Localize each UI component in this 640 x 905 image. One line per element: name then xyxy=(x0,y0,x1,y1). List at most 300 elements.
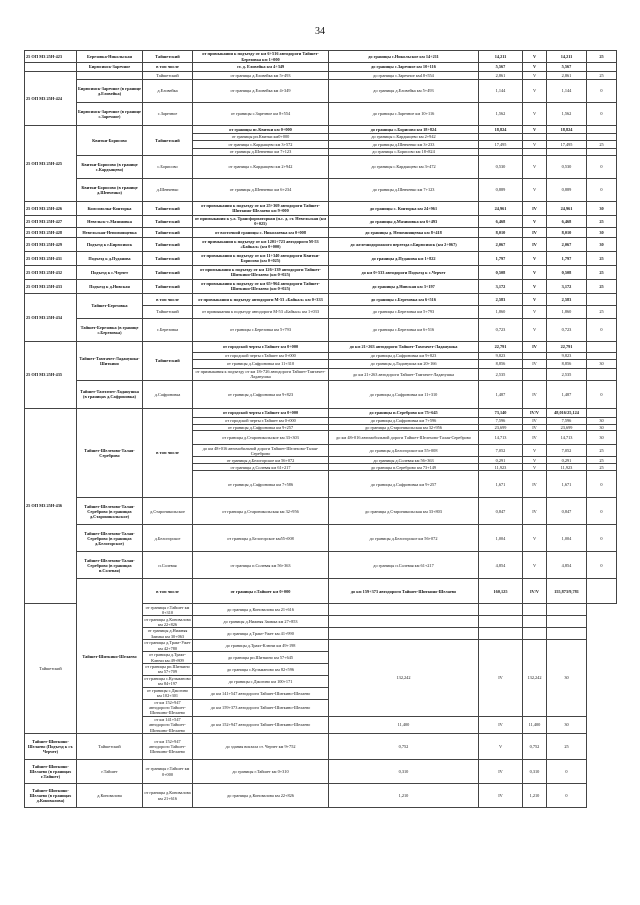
cell-from: от границы пс.Квитки км 0+000 xyxy=(193,126,329,134)
table-row xyxy=(25,734,617,760)
cell-speed: 0 xyxy=(587,525,617,552)
cell-len2: 0,291 xyxy=(547,457,587,464)
cell-len2: 0,752 xyxy=(523,734,547,760)
cell-name: Квитки-Борисово xyxy=(77,126,143,156)
cell-to: до км 21+263 автодороги Тайшет-Тамтачет-Ладанушка xyxy=(329,341,479,352)
cell-len2: 1,144 xyxy=(547,80,587,103)
cell-to: до границы д.Еловейка км 5+493 xyxy=(329,80,479,103)
cell-to: до границы с.Заречное км18+554 xyxy=(329,72,479,80)
cell-speed: 25 xyxy=(547,734,587,760)
cell-speed: 0 xyxy=(587,498,617,525)
cell-cat: IV xyxy=(523,341,547,352)
cell-speed xyxy=(587,579,617,604)
cell-from: от границы с.Березовка км 5+793 xyxy=(193,318,329,341)
cell-len2: 0,310 xyxy=(523,760,547,784)
cell-len2: 0,847 xyxy=(547,498,587,525)
cell-len: 160,125 xyxy=(479,579,523,604)
cell-len: 2,861 xyxy=(479,72,523,80)
cell-len2: 1,487 xyxy=(547,380,587,408)
cell-speed xyxy=(587,134,617,141)
cell-speed: 0 xyxy=(547,760,587,784)
cell-to: до км 0+533 автодороги Подъезд к с.Черчет xyxy=(329,265,479,279)
cell-to: до границы с. Конторка км 24+961 xyxy=(329,201,479,215)
cell-speed: 0 xyxy=(587,155,617,178)
cell-cat: IV/V xyxy=(523,408,547,417)
cell-place: Тайшетский xyxy=(143,201,193,215)
cell-from: от км 152+947 автодороги Тайшет-Шиткино-Шелаево xyxy=(143,734,193,760)
cell-len2 xyxy=(523,604,547,616)
cell-name: Бирюсинск-Заречное (в границе с.Заречное) xyxy=(77,103,143,126)
cell-place: Тайшетский xyxy=(143,72,193,80)
cell-code: 25 ОП МЗ 25Н-433 xyxy=(25,279,77,293)
cell-to: до железнодорожного переезда г.Бирюсинск (км 2+067) xyxy=(329,237,479,251)
cell-name: Квитки-Борисово (в границе д.Шевченко) xyxy=(77,178,143,201)
table-row xyxy=(25,237,617,251)
cell-cat: V xyxy=(523,279,547,293)
cell-from: от примыкания к подъезду от км 18+726 автодороги Тайшет-Тамтачет-Ладанушка xyxy=(193,368,329,380)
cell-len: 9,823 xyxy=(479,352,523,359)
cell-to: до границы д.Солевая км 56+363 xyxy=(329,457,479,464)
cell-speed: 25 xyxy=(587,251,617,265)
cell-name: Подъезд к г.Бирюсинск xyxy=(77,237,143,251)
cell-len2: 0,889 xyxy=(547,178,587,201)
cell-len: 5,567 xyxy=(479,63,523,72)
cell-len2: 0,508 xyxy=(547,265,587,279)
cell-len: 0,752 xyxy=(329,734,479,760)
table-body xyxy=(25,51,617,808)
table-row xyxy=(25,201,617,215)
cell-len2: 14,713 xyxy=(547,431,587,445)
cell-name: Березовка-Никольская xyxy=(77,51,143,63)
cell-len2: 11,923 xyxy=(547,464,587,471)
cell-len2: 48,016/25,124 xyxy=(547,408,587,417)
cell-to: до здания вокзала ст. Черчет км 9+752 xyxy=(193,734,329,760)
cell-cat xyxy=(479,604,523,616)
cell-name: Невельская-Непомнящевка xyxy=(77,227,143,237)
cell-place: Тайшетский xyxy=(143,279,193,293)
cell-cat: V xyxy=(523,51,547,63)
cell-to: до границы д.Ладанушка км 20+166 xyxy=(329,359,479,368)
cell-cat: IV xyxy=(523,424,547,431)
cell-len2: 24,961 xyxy=(547,201,587,215)
cell-cat: IV xyxy=(523,359,547,368)
cell-len: 1,671 xyxy=(479,471,523,498)
cell-cat: IV xyxy=(523,380,547,408)
cell-len2: 1,671 xyxy=(547,471,587,498)
cell-place: Тайшетский xyxy=(25,604,77,734)
cell-from: от границы п.Солевая км 56+363 xyxy=(193,552,329,579)
cell-len: 1,562 xyxy=(479,103,523,126)
cell-to: до границы п.Солевая км 61+217 xyxy=(329,552,479,579)
cell-to: до км 159+373 автодороги Тайшет-Шиткино-Шелаево xyxy=(329,579,479,604)
cell-cat: IV xyxy=(479,784,523,808)
cell-speed xyxy=(587,368,617,380)
cell-from: от границы д.Сафроновка км 9+823 xyxy=(193,380,329,408)
page-number: 34 xyxy=(315,26,325,37)
cell-speed: 25 xyxy=(587,72,617,80)
table-row xyxy=(25,380,617,408)
cell-cat: V xyxy=(523,445,547,457)
cell-cat: IV xyxy=(523,431,547,445)
cell-from: от примыкания к подъезду от км 6+516 автодороги Тайшет-Березовка км 1+000 xyxy=(193,51,329,63)
cell-len: 22,791 xyxy=(479,341,523,352)
cell-name: Комсомолка-Конторка xyxy=(77,201,143,215)
cell-to: до границы с.Березовка км 6+516 xyxy=(329,293,479,305)
cell-from: от городской черты г.Тайшет км 0+000 xyxy=(193,341,329,352)
table-row xyxy=(25,215,617,227)
cell-speed: 30 xyxy=(587,431,617,445)
cell-code: 25 ОП МЗ 25Н-428 xyxy=(25,227,77,237)
cell-speed: 0 xyxy=(587,471,617,498)
cell-name: Тайшет-Шиткино-Шелаево (Подъезд к ст. Черчет) xyxy=(25,734,77,760)
cell-speed: 25 xyxy=(587,445,617,457)
cell-speed: 25 xyxy=(587,215,617,227)
cell-len: 0,723 xyxy=(479,318,523,341)
cell-len: 18,824 xyxy=(479,126,523,134)
cell-place: д.Шевченко xyxy=(143,178,193,201)
table-row xyxy=(25,498,617,525)
cell-speed: 0 xyxy=(587,380,617,408)
cell-speed: 0 xyxy=(587,552,617,579)
cell-name: Тайшет-Шелехово-Талая-Сереброво xyxy=(77,408,143,497)
cell-len2: 6,468 xyxy=(547,215,587,227)
cell-to: до границы с.Заречное км 10+116 xyxy=(329,63,479,72)
cell-from: от границы д.Белогорское км55+008 xyxy=(193,525,329,552)
cell-len2: 1,797 xyxy=(547,251,587,265)
cell-to: до границы д. Непомнящевка км 8+418 xyxy=(329,227,479,237)
cell-place: в том числе xyxy=(143,408,193,497)
cell-from: от городской черты г.Тайшет км 0+000 xyxy=(193,408,329,417)
cell-from: от примыкания к подъезду автодороги М-53 «Байкал» км 0+333 xyxy=(193,293,329,305)
cell-len: 0,310 xyxy=(329,760,479,784)
cell-len2: 23,699 xyxy=(547,424,587,431)
cell-len2: 22,791 xyxy=(547,341,587,352)
cell-name: Тайшет-Березовка (в границе с.Березовка) xyxy=(77,318,143,341)
cell-len2: 155,873/9,781 xyxy=(547,579,587,604)
table-row xyxy=(25,760,617,784)
cell-cat: IV xyxy=(523,237,547,251)
cell-speed xyxy=(587,126,617,134)
cell-to: до границы п.Сереброво км 75+645 xyxy=(329,408,479,417)
cell-cat: V xyxy=(523,140,547,148)
table-row xyxy=(25,525,617,552)
cell-cat: V xyxy=(479,734,523,760)
cell-speed xyxy=(587,293,617,305)
cell-len: 14,713 xyxy=(479,431,523,445)
cell-name: Невельск-с.Мазиновка xyxy=(77,215,143,227)
cell-code: 25 ОП МЗ 25Н-425 xyxy=(25,126,77,202)
cell-len: 0,291 xyxy=(479,457,523,464)
cell-cat: V xyxy=(523,63,547,72)
table-row xyxy=(25,251,617,265)
cell-speed xyxy=(547,604,587,616)
cell-len: 17,495 xyxy=(479,140,523,148)
cell-len2: 1,562 xyxy=(547,103,587,126)
cell-from: от примыкания к подъезду от км 65+964 автодороги Тайшет-Шиткино-Шелаево (км 0+025) xyxy=(193,279,329,293)
cell-code: 25 ОП МЗ 25Н-434 xyxy=(25,293,77,341)
cell-len2: 5,567 xyxy=(547,63,587,72)
cell-len: 1,004 xyxy=(479,525,523,552)
cell-name: Квитки-Борисово (в границе с.Кардыщево) xyxy=(77,155,143,178)
cell-place: Тайшетский xyxy=(143,341,193,380)
cell-speed: 25 xyxy=(587,265,617,279)
cell-place: Тайшетский xyxy=(143,237,193,251)
table-row xyxy=(25,408,617,417)
table-row xyxy=(25,318,617,341)
table-row xyxy=(25,80,617,103)
cell-to: до границы д.Сафроновка км 9+823 xyxy=(329,352,479,359)
cell-from: от границы г.Тайшет км 0+310 xyxy=(143,604,193,616)
cell-to: до границы д.Сафроновка км 9+257 xyxy=(329,471,479,498)
cell-cat: V xyxy=(523,80,547,103)
cell-to: до границы д.Коновалова км 21+616 xyxy=(193,604,329,616)
cell-code: 25 ОП МЗ 25Н-423 xyxy=(25,51,77,63)
cell-from: от км 141+547 автодороги Тайшет-Шиткино-Шелаево xyxy=(143,716,193,733)
cell-speed: 30 xyxy=(587,237,617,251)
cell-len2: 11,400 xyxy=(523,716,547,733)
cell-from: от примыкания к подъезду автодороги М-53 «Байкал» км 1+033 xyxy=(193,305,329,318)
cell-len: 2,535 xyxy=(479,368,523,380)
cell-cat: IV xyxy=(523,417,547,424)
cell-to: до границы с.Кульманово км 82+596 xyxy=(193,664,329,676)
cell-len2: 14,211 xyxy=(547,51,587,63)
cell-from: от примыкания к подъезду от км 1201+723 автодороги М-53 «Байкал» (км 0+000) xyxy=(193,237,329,251)
cell-code: 25 ОП МЗ 25Н-424 xyxy=(25,72,77,126)
cell-len: 1,487 xyxy=(479,380,523,408)
cell-place: Тайшетский xyxy=(143,51,193,63)
cell-code: 25 ОП МЗ 25Н-435 xyxy=(25,341,77,408)
cell-to: до границы д.Староникольская км 32+956 xyxy=(329,424,479,431)
cell-len2 xyxy=(547,148,587,155)
cell-len: 3,172 xyxy=(479,279,523,293)
cell-speed: 30 xyxy=(547,716,587,733)
cell-to: до границы с.Кардыщево км 2+942 xyxy=(329,134,479,141)
cell-name: Подъезд к с.Черчет xyxy=(77,265,143,279)
table-row xyxy=(25,293,617,305)
cell-cat: V xyxy=(523,457,547,464)
cell-len2: 132,242 xyxy=(523,640,547,717)
cell-cat: V xyxy=(523,251,547,265)
cell-len2: 18,824 xyxy=(547,126,587,134)
cell-len2: 2,861 xyxy=(547,72,587,80)
cell-to: до км 141+547 автодороги Тайшет-Шиткино-Шелаево xyxy=(193,687,329,699)
table-row xyxy=(25,126,617,134)
cell-name: Тайшет-Березовка xyxy=(77,293,143,318)
cell-to: до границы д.Нивская км 3+197 xyxy=(329,279,479,293)
cell-from: от границы с.Кардыщево км 3+572 xyxy=(193,140,329,148)
cell-cat: V xyxy=(523,525,547,552)
cell-to: до границы д.Тракт-Ключи км 49+198 xyxy=(193,640,329,652)
cell-len: 2,067 xyxy=(479,237,523,251)
cell-len2: 7,596 xyxy=(547,417,587,424)
cell-cat: V xyxy=(523,293,547,305)
cell-speed: 30 xyxy=(547,640,587,717)
table-row xyxy=(25,155,617,178)
cell-from: от границы г.Тайшет км 0+000 xyxy=(193,579,329,604)
cell-place: Тайшетский xyxy=(143,305,193,318)
cell-place: д.Еловейка xyxy=(143,80,193,103)
table-row xyxy=(25,784,617,808)
cell-speed xyxy=(587,408,617,417)
cell-from: от границы с.Джогино км 102+301 xyxy=(143,687,193,699)
cell-from: от городской черты г.Тайшет км 0+000 xyxy=(193,417,329,424)
cell-place: с.Березовка xyxy=(143,318,193,341)
cell-speed xyxy=(547,628,587,640)
cell-place: Тайшетский xyxy=(143,265,193,279)
cell-speed xyxy=(587,63,617,72)
cell-place: Тайшетский xyxy=(143,215,193,227)
cell-to: до границы с.Кардыщево км 3+472 xyxy=(329,155,479,178)
table-row xyxy=(25,279,617,293)
cell-place: д.Староникольское xyxy=(143,498,193,525)
cell-from: от границы д.Староникольская км 32+956 xyxy=(193,498,329,525)
cell-to: до границы с.Джогино км 100+171 xyxy=(193,675,329,687)
cell-speed: 0 xyxy=(587,318,617,341)
table-row xyxy=(25,552,617,579)
cell-code xyxy=(25,63,77,72)
cell-len: 8,856 xyxy=(479,359,523,368)
cell-cat xyxy=(523,368,547,380)
cell-speed: 0 xyxy=(587,178,617,201)
cell-speed: 30 xyxy=(587,359,617,368)
cell-speed: 25 xyxy=(587,140,617,148)
cell-from: от границы д.Коновалова км 21+616 xyxy=(143,784,193,808)
cell-len: 0,530 xyxy=(479,155,523,178)
cell-len xyxy=(479,134,523,141)
cell-to: до границы д.Белогорское км 55+008 xyxy=(329,445,479,457)
cell-to: до границы д.Нижняя Заимка км 27+853 xyxy=(193,616,329,628)
cell-place: в том числе xyxy=(143,293,193,305)
cell-place: Тайшетский xyxy=(143,126,193,156)
cell-len: 11,400 xyxy=(329,716,479,733)
cell-from: от границы с.Кульманово км 84+197 xyxy=(144,676,191,687)
cell-from: от границы д.Нижняя Заимка км 30+063 xyxy=(143,628,193,640)
cell-cat: V xyxy=(523,103,547,126)
cell-place: Тайшетский xyxy=(143,251,193,265)
cell-from: от границы д.Еловейка км 4+349 xyxy=(193,80,329,103)
table-row xyxy=(25,341,617,352)
cell-from: от границы д.Сафроновка км 9+257 xyxy=(193,424,329,431)
cell-cat xyxy=(523,352,547,359)
cell-from: от границы д.Белогорское км 56+072 xyxy=(193,457,329,464)
cell-place: г.Тайшет xyxy=(77,760,143,784)
cell-len2: 0,723 xyxy=(547,318,587,341)
cell-len2: 1,210 xyxy=(523,784,547,808)
cell-cat: IV xyxy=(523,201,547,215)
cell-place: д.Белогорское xyxy=(143,525,193,552)
cell-cat: V xyxy=(523,265,547,279)
cell-cat: IV xyxy=(523,498,547,525)
cell-from: от границы д.Шевченко км 6+234 xyxy=(193,178,329,201)
cell-place: Тайшетский xyxy=(143,227,193,237)
cell-to: до границы д.Белогорское км 56+072 xyxy=(329,525,479,552)
cell-name: Тайшет-Шиткино-Шелаево (в границах д.Коновалова) xyxy=(25,784,77,808)
cell-place: Тайшетский xyxy=(77,734,143,760)
cell-from: от восточной границы с. Николаевка км 0+008 xyxy=(193,227,329,237)
cell-len: 11,923 xyxy=(479,464,523,471)
cell-len2: 1,860 xyxy=(547,305,587,318)
cell-speed xyxy=(587,148,617,155)
cell-to: до границы д.Сафроновка км 7+596 xyxy=(329,417,479,424)
cell-speed: 30 xyxy=(587,201,617,215)
cell-len: 0,508 xyxy=(479,265,523,279)
table-row xyxy=(25,579,617,604)
cell-from: от примыкания к подъезду от км 11+340 автодороги Квитки-Борисово (км 0+025) xyxy=(193,251,329,265)
cell-from: от границы д.Тракт-Ужет км 42+780 xyxy=(144,640,191,651)
cell-len: 0,847 xyxy=(479,498,523,525)
cell-len: 24,961 xyxy=(479,201,523,215)
cell-len xyxy=(479,148,523,155)
cell-name xyxy=(77,72,143,80)
cell-to: до границы д.Шевченко км 7+123 xyxy=(329,178,479,201)
cell-len2: 8,856 xyxy=(547,359,587,368)
table-row xyxy=(25,72,617,80)
cell-name: Тайшет-Шиткино-Шелаево (в границах г.Тайшет) xyxy=(25,760,77,784)
cell-from: от границы г.Тайшет км 0+000 xyxy=(143,760,193,784)
cell-len: 132,242 xyxy=(329,640,479,717)
cell-len2: 17,495 xyxy=(547,140,587,148)
cell-cat: IV xyxy=(479,640,523,717)
cell-to: до границы д.Тракт-Ужет км 41+990 xyxy=(193,628,329,640)
cell-code: 25 ОП МЗ 25Н-426 xyxy=(25,201,77,215)
cell-speed: 25 xyxy=(587,51,617,63)
cell-from: от границы с.Заречное км 8+554 xyxy=(193,103,329,126)
cell-len2: 3,172 xyxy=(547,279,587,293)
cell-from: от границы д.Сафроновка км 7+586 xyxy=(193,471,329,498)
cell-len2 xyxy=(523,616,547,628)
cell-speed xyxy=(587,352,617,359)
cell-cat: IV xyxy=(479,760,523,784)
cell-speed: 30 xyxy=(587,227,617,237)
cell-len: 2,583 xyxy=(479,293,523,305)
cell-len: 8,010 xyxy=(479,227,523,237)
cell-len2: 2,535 xyxy=(547,368,587,380)
cell-cat: V xyxy=(523,155,547,178)
cell-from: от границы рп.Шиткино км 57+709 xyxy=(143,664,193,676)
cell-from: от границы д.Староникольское км 33+303 xyxy=(193,431,329,445)
cell-cat: V xyxy=(523,72,547,80)
cell-from: от границы рп.Квитки км0+000 xyxy=(193,134,329,141)
cell-from: от городской черты г.Тайшет км 0+000 xyxy=(193,352,329,359)
cell-to: до границы с.Заречное км 10+116 xyxy=(329,103,479,126)
cell-to: до границы г.Тайшет км 0+310 xyxy=(193,760,329,784)
cell-name: Тайшет-Тамтачет-Ладанушка-Шиткино xyxy=(77,341,143,380)
cell-to: до границы рп.Шиткино км 57+645 xyxy=(193,652,329,664)
cell-len: 1,144 xyxy=(479,80,523,103)
cell-place: с.Борисово xyxy=(143,155,193,178)
cell-len: 7,596 xyxy=(479,417,523,424)
cell-place: п.Солевая xyxy=(143,552,193,579)
cell-from: от границы д.Шевченко км 7+123 xyxy=(193,148,329,155)
cell-speed: 0 xyxy=(587,103,617,126)
cell-name: Тайшет-Тамтачет-Ладанушка (в границах д.Сафроновка) xyxy=(77,380,143,408)
cell-cat: V xyxy=(523,215,547,227)
cell-len: 0,889 xyxy=(479,178,523,201)
cell-speed xyxy=(587,341,617,352)
table-row xyxy=(25,63,617,72)
cell-speed: 25 xyxy=(587,464,617,471)
cell-to: до границы д.Мазиновка км 6+493 xyxy=(329,215,479,227)
cell-from: от км 152+947 автодороги Тайшет-Шиткино-Шелаево xyxy=(143,699,193,716)
cell-from: от примыкания к у.л. Трансформаторная (п.с. д. ст. Невельская (км 0+025) xyxy=(193,215,329,227)
cell-from: до км 48+016 автомобильной дороги Тайшет-Шелехово-Талая-Сереброво xyxy=(193,445,329,457)
cell-name: Тайшет-Шиткино-Шелаево xyxy=(77,579,143,734)
cell-name: Тайшет-Шелехово-Талая-Сереброво (в границах п.Солевая) xyxy=(77,552,143,579)
cell-len: 23,699 xyxy=(479,424,523,431)
road-registry-table-wrap xyxy=(24,50,616,808)
cell-cat xyxy=(479,628,523,640)
cell-cat xyxy=(523,134,547,141)
